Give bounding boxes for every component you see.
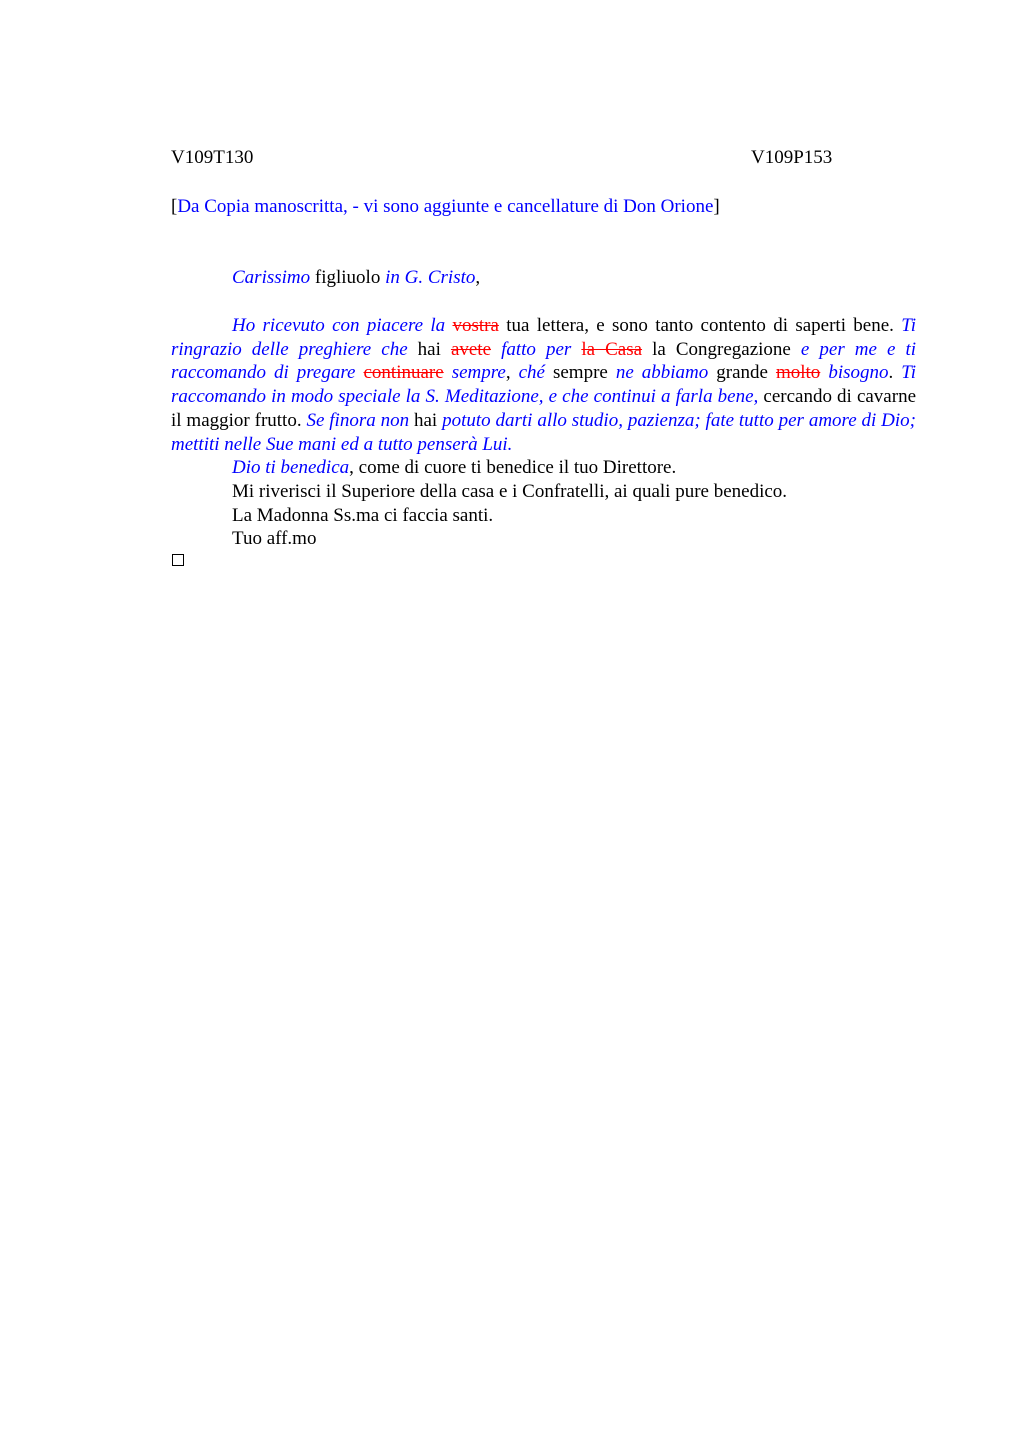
added-text: Ho ricevuto con piacere la	[232, 315, 446, 336]
added-text: fatto per	[501, 338, 572, 360]
original-text: ,	[475, 267, 481, 288]
original-text: figliuolo	[310, 267, 386, 288]
deleted-text: la Casa	[581, 338, 643, 360]
added-text: e per me e ti raccomando di pregare	[171, 338, 916, 384]
salutation	[232, 267, 480, 289]
source-note	[171, 196, 891, 218]
deleted-text: molto	[775, 362, 821, 384]
bracket-close: ]	[713, 196, 720, 217]
added-text: ché	[518, 362, 545, 384]
closing-line: Tuo aff.mo	[232, 528, 317, 550]
deleted-text: continuare	[363, 362, 444, 384]
document-code-right: V109P153	[751, 147, 833, 168]
space	[491, 339, 501, 360]
added-text: Ti raccomando in modo speciale la S. Meditazione, e che continui a farla bene,	[171, 362, 917, 408]
bracket-open: [	[171, 196, 178, 217]
added-text: bisogno	[828, 362, 889, 384]
added-text: in G. Cristo	[385, 267, 476, 288]
original-text: la Congregazione	[642, 338, 801, 360]
letter-body	[171, 314, 916, 551]
empty-square-icon	[172, 554, 184, 566]
added-text: ne abbiamo	[615, 362, 709, 384]
original-text: ,	[505, 362, 519, 384]
original-text: tua lettera, e sono tanto contento di saperti bene.	[498, 315, 902, 336]
greetings-line: Mi riverisci il Superiore della casa e i Confratelli, ai quali pure benedico.	[232, 480, 788, 502]
paragraph-main	[171, 314, 916, 456]
space	[445, 315, 452, 336]
original-text: hai	[409, 409, 443, 431]
blessing-line	[171, 456, 916, 480]
deleted-text: avete	[450, 338, 492, 360]
deleted-text: vostra	[452, 315, 499, 336]
madonna-line: La Madonna Ss.ma ci faccia santi.	[232, 504, 494, 526]
added-text: potuto darti allo studio, pazienza; fate tutto per amore di Dio; mettiti nelle Sue mani ed a tutto penserà Lui.	[171, 409, 917, 455]
space	[444, 362, 452, 383]
source-note-text: Da Copia manoscritta, - vi sono aggiunte e cancellature di Don Orione	[177, 196, 714, 217]
added-text: Ti ringrazio delle preghiere che	[171, 315, 917, 360]
document-code-left: V109T130	[171, 147, 254, 168]
original-text: , come di cuore ti benedice il tuo Direttore.	[349, 457, 677, 479]
space	[356, 362, 364, 383]
original-text: hai	[407, 338, 451, 360]
added-text: Se finora non	[306, 409, 410, 431]
original-text: sempre	[544, 362, 616, 384]
original-text: cercando di cavarne il maggior frutto.	[171, 386, 916, 431]
added-text: Carissimo	[232, 267, 311, 288]
added-text: Dio ti benedica	[232, 457, 350, 479]
original-text: .	[888, 362, 902, 384]
added-text: sempre	[451, 362, 506, 384]
original-text: grande	[708, 362, 776, 384]
space	[571, 339, 581, 360]
